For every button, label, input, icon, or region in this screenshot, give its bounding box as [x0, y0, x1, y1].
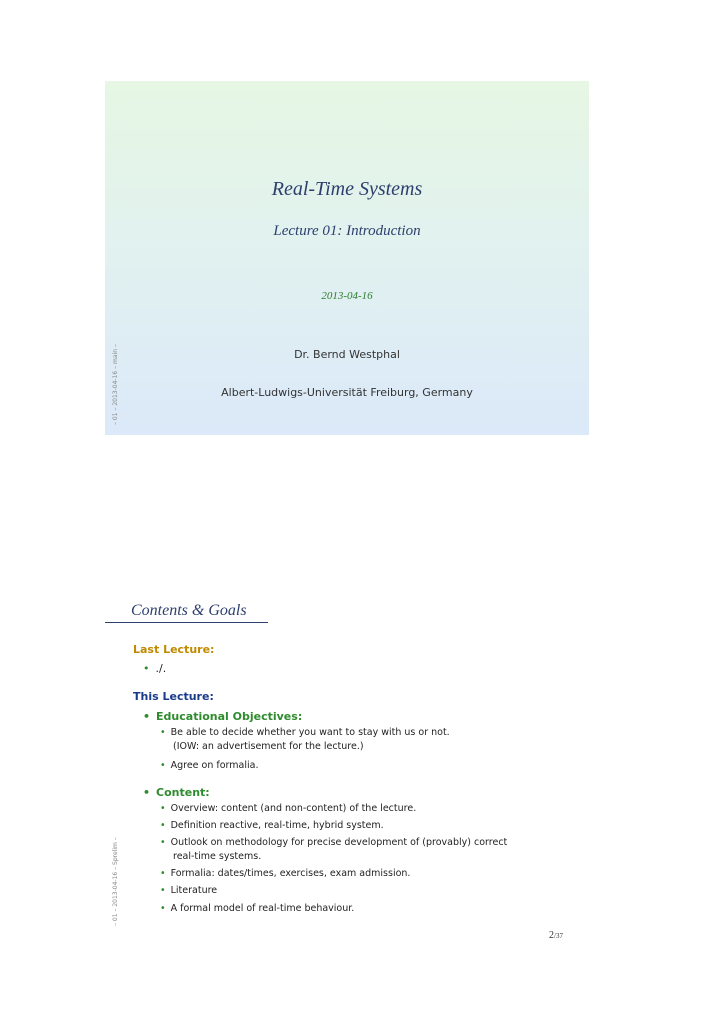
list-item-continuation: real-time systems. [173, 851, 262, 862]
this-lecture-heading: This Lecture: [133, 690, 214, 703]
list-item: • Literature [160, 885, 218, 896]
slide-subtitle: Lecture 01: Introduction [273, 223, 421, 239]
author-affiliation: Albert-Ludwigs-Universität Freiburg, Germany [221, 386, 473, 399]
objectives-heading: • Educational Objectives: [143, 710, 303, 723]
list-item: • A formal model of real-time behaviour. [160, 903, 355, 914]
slide-title: Real-Time Systems [271, 178, 423, 200]
list-item: • Outlook on methodology for precise development of (provably) correct [160, 837, 508, 848]
content-heading: • Content: [143, 786, 210, 799]
list-item-continuation: (IOW: an advertisement for the lecture.) [173, 741, 364, 752]
author-name: Dr. Bernd Westphal [294, 348, 400, 361]
title-underline [105, 622, 268, 623]
slide1-side-label: – 01 – 2013-04-16 – main – [112, 344, 119, 425]
list-item: • Definition reactive, real-time, hybrid system. [160, 820, 384, 831]
slide-date: 2013-04-16 [321, 290, 373, 302]
last-lecture-heading: Last Lecture: [133, 643, 215, 656]
list-item: • ./. [143, 662, 167, 675]
list-item: • Be able to decide whether you want to stay with us or not. [160, 727, 450, 738]
title-slide [105, 81, 589, 435]
list-item: • Overview: content (and non-content) of the lecture. [160, 803, 417, 814]
contents-title: Contents & Goals [131, 602, 247, 619]
list-item: • Formalia: dates/times, exercises, exam admission. [160, 868, 411, 879]
list-item: • Agree on formalia. [160, 760, 259, 771]
slide2-side-label: – 01 – 2013-04-16 – Sprelim – [112, 837, 119, 926]
page-number: 2/37 [549, 930, 563, 941]
